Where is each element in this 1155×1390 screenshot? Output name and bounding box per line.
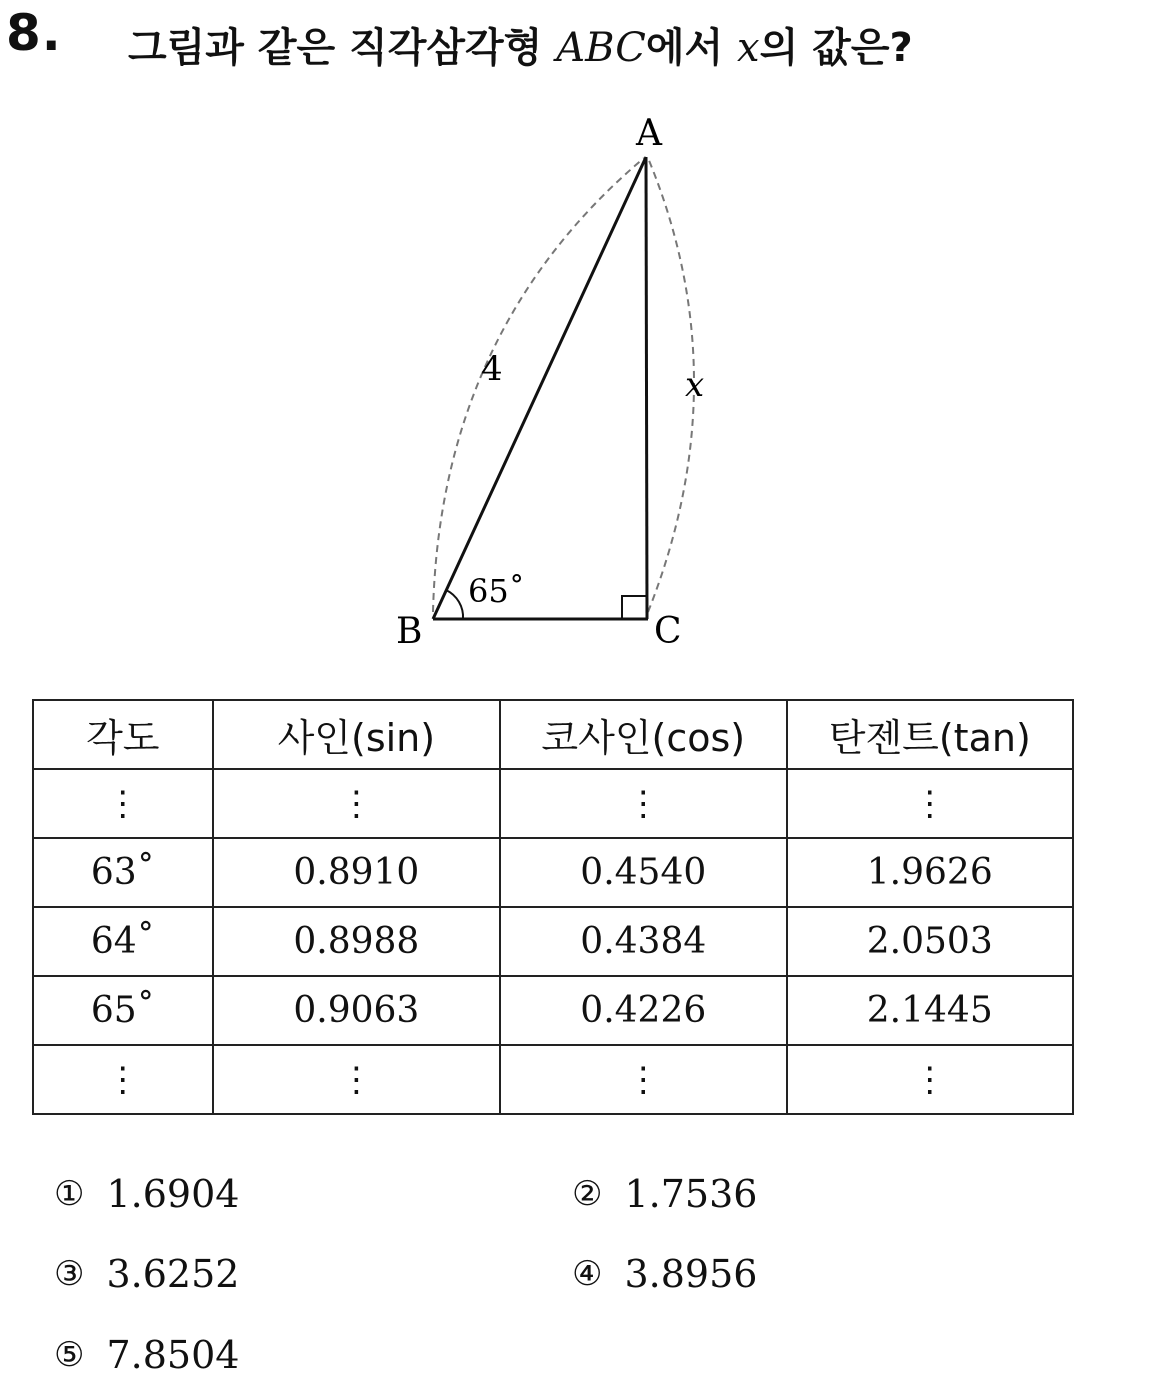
table-cell: ⋮ xyxy=(33,1045,213,1114)
choice-value: 7.8504 xyxy=(106,1333,240,1377)
table-cell: 0.4540 xyxy=(500,838,786,907)
side-ab-label: 4 xyxy=(481,349,503,389)
trig-table xyxy=(32,699,1074,1115)
choice-mark: ② xyxy=(572,1174,603,1214)
table-cell: ⋮ xyxy=(33,769,213,838)
table-cell: ⋮ xyxy=(787,769,1073,838)
table-cell: 0.8988 xyxy=(213,907,500,976)
table-row xyxy=(33,1045,1073,1114)
choice-2[interactable] xyxy=(572,1172,757,1216)
vertex-b-label: B xyxy=(396,611,423,652)
table-cell: 0.9063 xyxy=(213,976,500,1045)
table-cell: 0.4226 xyxy=(500,976,786,1045)
side-ab xyxy=(433,157,646,619)
table-cell: 64˚ xyxy=(33,907,213,976)
table-row xyxy=(33,976,1073,1045)
triangle-name: ABC xyxy=(556,25,646,71)
table-row xyxy=(33,838,1073,907)
table-cell: ⋮ xyxy=(213,1045,500,1114)
choice-value: 1.7536 xyxy=(624,1172,758,1216)
table-cell: 0.4384 xyxy=(500,907,786,976)
choice-mark: ① xyxy=(54,1174,85,1214)
angle-b-arc xyxy=(446,590,463,619)
question-number: 8. xyxy=(6,4,62,62)
choice-value: 3.6252 xyxy=(106,1252,240,1296)
question-variable: x xyxy=(737,25,760,71)
table-cell: 65˚ xyxy=(33,976,213,1045)
choice-value: 1.6904 xyxy=(106,1172,240,1216)
table-cell: 63˚ xyxy=(33,838,213,907)
header-tan: 탄젠트(tan) xyxy=(787,700,1073,769)
side-ab-arc xyxy=(433,158,644,612)
table-cell: ⋮ xyxy=(500,1045,786,1114)
choice-5[interactable] xyxy=(54,1333,239,1377)
choice-mark: ④ xyxy=(572,1254,603,1294)
vertex-c-label: C xyxy=(654,611,682,652)
header-angle: 각도 xyxy=(33,700,213,769)
question-middle: 에서 xyxy=(645,25,738,71)
choice-mark: ③ xyxy=(54,1254,85,1294)
table-cell: ⋮ xyxy=(500,769,786,838)
side-ac-label: x xyxy=(685,365,705,405)
vertex-a-label: A xyxy=(636,113,662,154)
question-suffix: 의 값은? xyxy=(759,25,913,71)
choice-value: 3.8956 xyxy=(624,1252,758,1296)
table-cell: 0.8910 xyxy=(213,838,500,907)
choice-3[interactable] xyxy=(54,1252,239,1296)
choice-1[interactable] xyxy=(54,1172,239,1216)
table-cell: ⋮ xyxy=(213,769,500,838)
question-prefix: 그림과 같은 직각삼각형 xyxy=(128,25,557,71)
right-angle-mark xyxy=(622,596,646,619)
angle-b-label: 65˚ xyxy=(468,572,525,610)
header-cos: 코사인(cos) xyxy=(500,700,786,769)
table-cell: ⋮ xyxy=(787,1045,1073,1114)
table-row xyxy=(33,907,1073,976)
choice-mark: ⑤ xyxy=(54,1335,85,1375)
table-row xyxy=(33,769,1073,838)
table-cell: 2.0503 xyxy=(787,907,1073,976)
choice-4[interactable] xyxy=(572,1252,757,1296)
side-ac xyxy=(646,157,647,619)
triangle-figure xyxy=(0,0,1155,690)
header-sin: 사인(sin) xyxy=(213,700,500,769)
table-cell: 1.9626 xyxy=(787,838,1073,907)
table-cell: 2.1445 xyxy=(787,976,1073,1045)
table-header-row xyxy=(33,700,1073,769)
